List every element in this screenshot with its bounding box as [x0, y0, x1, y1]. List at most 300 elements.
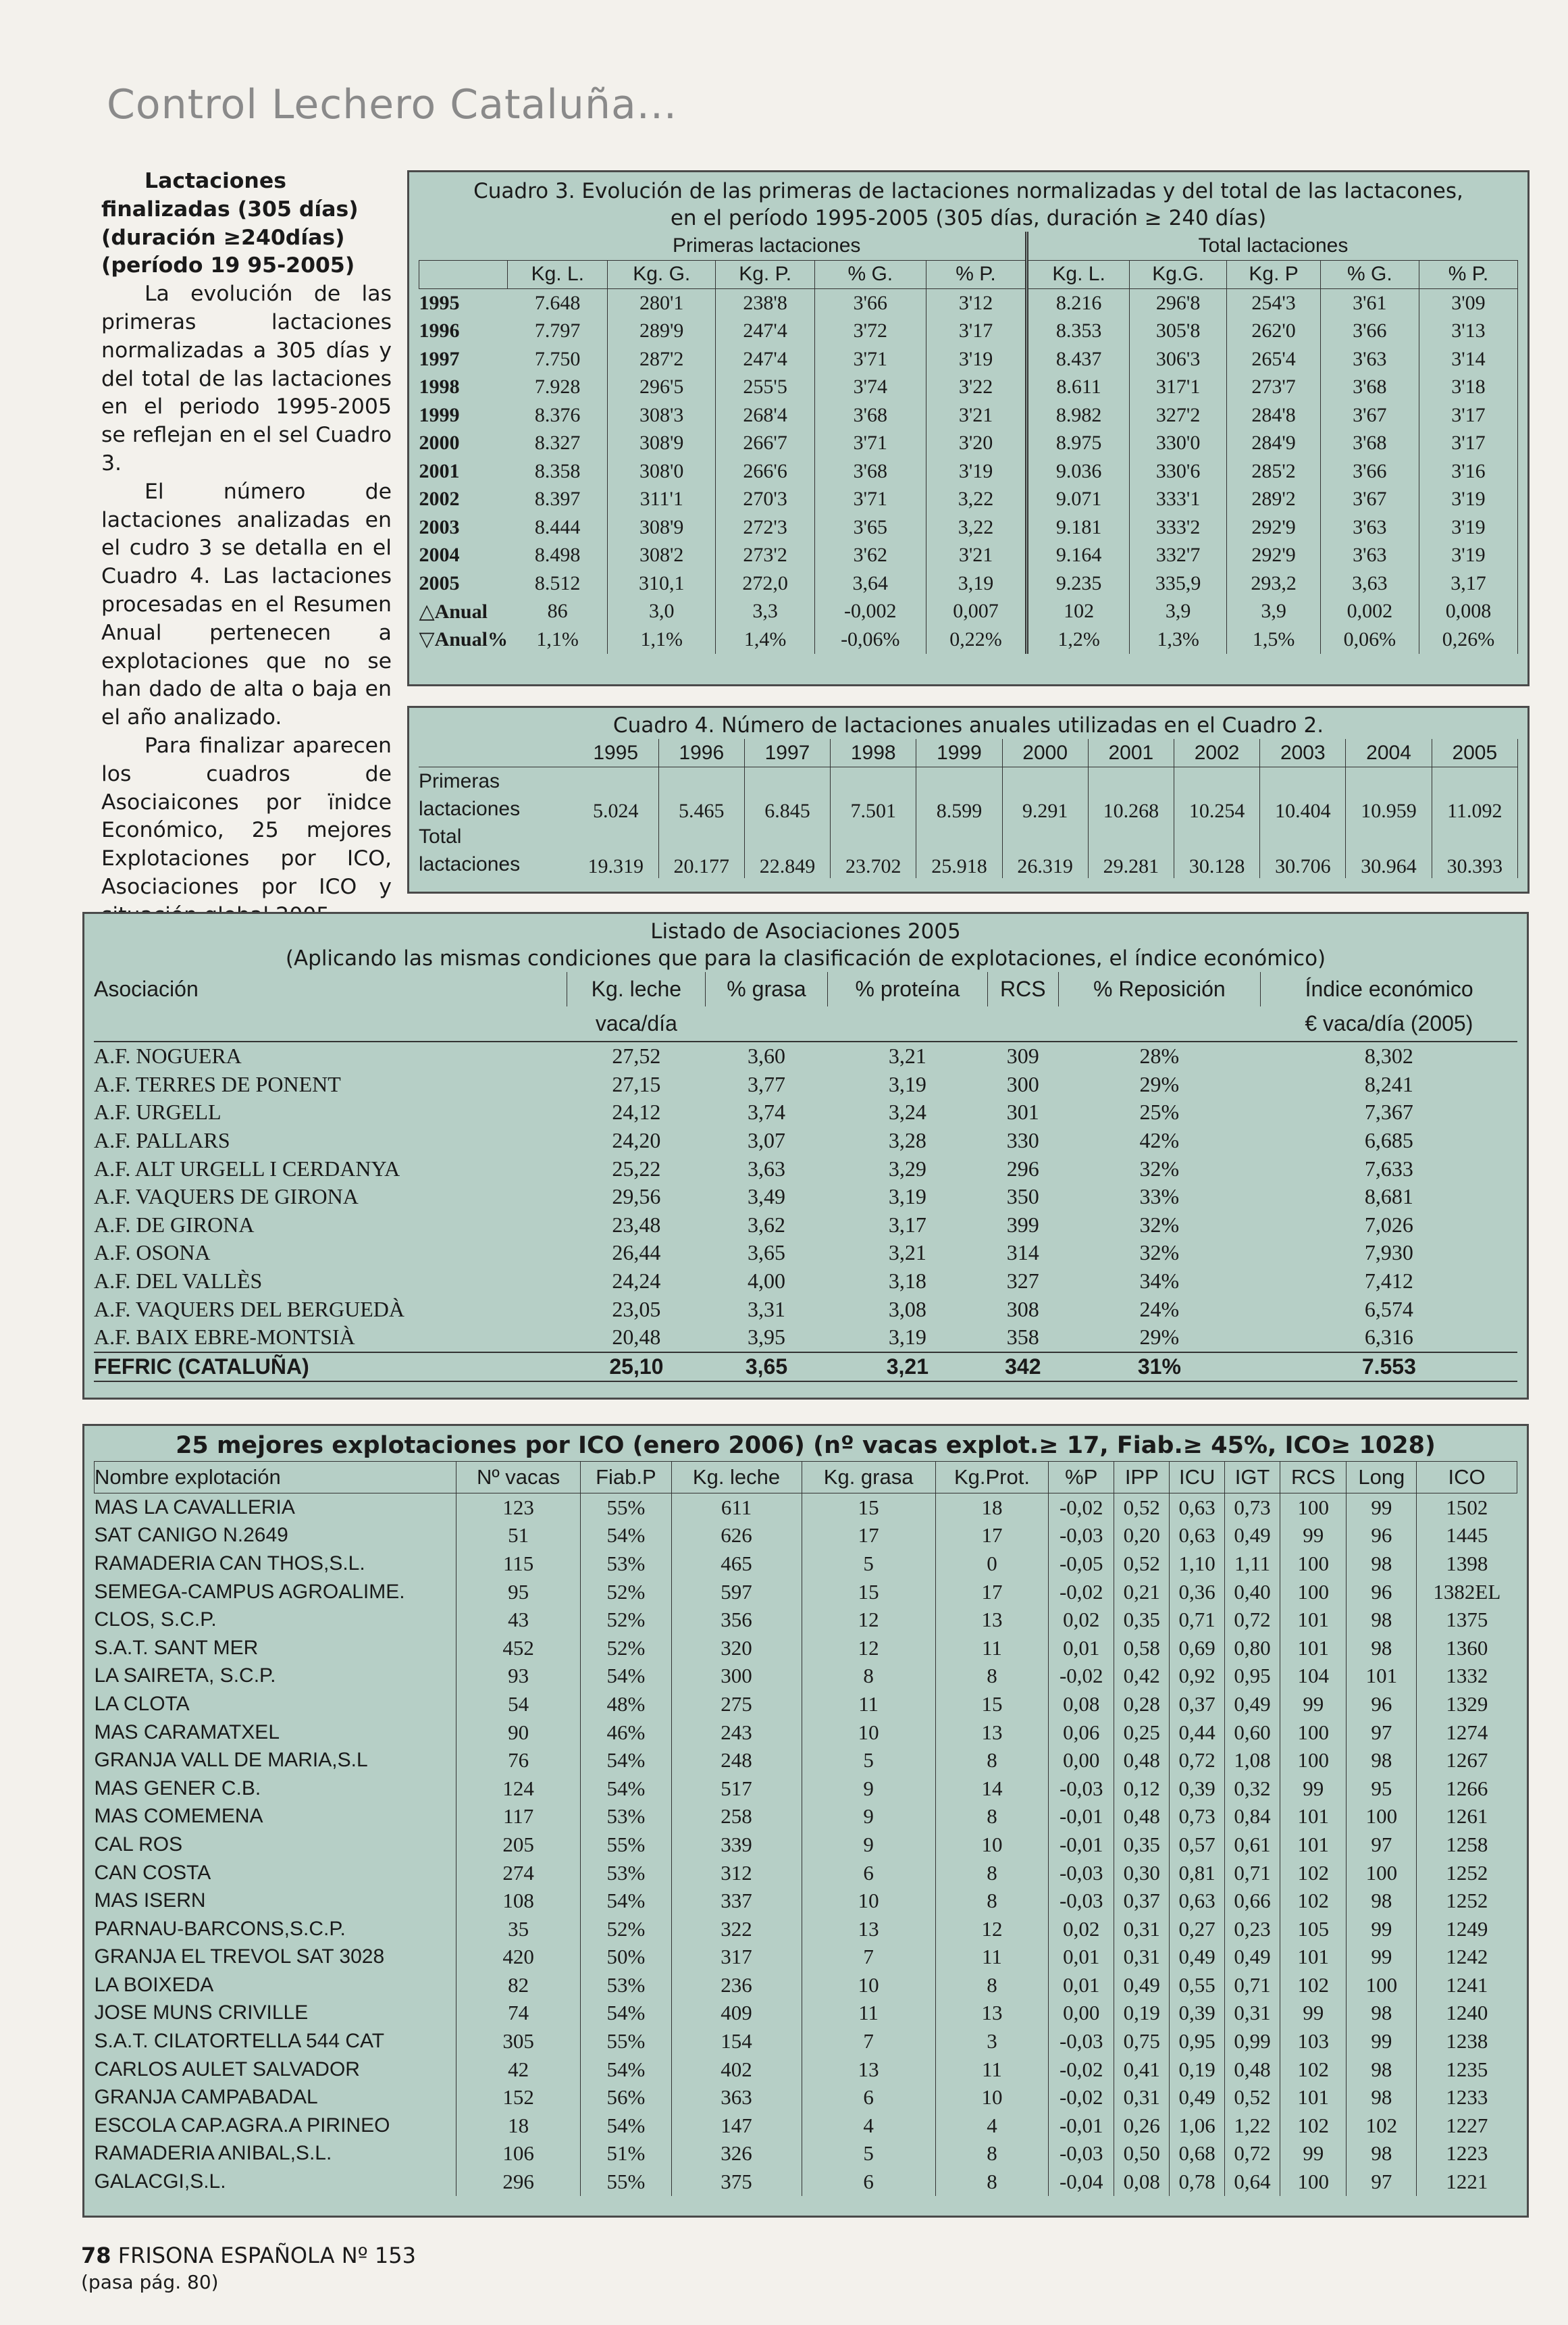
table-cell: 3,9 — [1227, 598, 1320, 626]
table-cell: 1258 — [1446, 1832, 1488, 1856]
table-cell: 3,63 — [1320, 569, 1419, 598]
row-label: MAS ISERN — [95, 1887, 456, 1915]
continue-note: (pasa pág. 80) — [81, 2271, 219, 2293]
table-cell: 0,35 — [1114, 1831, 1170, 1859]
row-label: A.F. VAQUERS DE GIRONA — [94, 1184, 359, 1209]
table-cell: 3,19 — [888, 1325, 926, 1350]
table-cell: 3,21 — [888, 1044, 926, 1069]
table-row — [95, 2083, 1517, 2112]
column-header: Kg. G. — [608, 260, 716, 289]
row-label: 1999 — [419, 403, 460, 426]
table-row — [95, 1774, 1517, 1803]
table-row — [95, 1746, 1517, 1774]
table-cell: 0,12 — [1114, 1774, 1170, 1803]
table-cell: 97 — [1347, 2168, 1417, 2196]
top25-title: 25 mejores explotaciones por ICO (enero 2006) (nº vacas explot.≥ 17, Fiab.≥ 45%, ICO≥ 1028) — [176, 1432, 1436, 1459]
table-cell: 0,55 — [1170, 1971, 1225, 1999]
table-cell: 0,08 — [1114, 2168, 1170, 2196]
table-cell: 103 — [1280, 2027, 1346, 2055]
column-header: 1997 — [744, 739, 830, 767]
table-cell: 6,574 — [1364, 1296, 1413, 1321]
table-cell: 7,026 — [1364, 1212, 1413, 1237]
table-cell: 26,44 — [612, 1240, 661, 1265]
table-cell: 3'14 — [1419, 345, 1517, 374]
column-header: 2001 — [1088, 739, 1174, 767]
table-cell: 98 — [1347, 1550, 1417, 1578]
table-cell: 255'5 — [716, 374, 815, 402]
table-cell: 11 — [935, 1943, 1048, 1972]
column-header: Índice económico — [1305, 977, 1473, 1001]
table-row — [95, 2112, 1517, 2140]
table-cell: 15 — [802, 1493, 935, 1522]
row-label: GRANJA VALL DE MARIA,S.L — [95, 1746, 456, 1774]
table-row — [419, 374, 1518, 402]
table-row — [94, 1154, 1517, 1183]
top25-table — [94, 1461, 1517, 2196]
table-row — [95, 2027, 1517, 2055]
table-row — [94, 1042, 1517, 1071]
table-cell: 43 — [456, 1606, 581, 1634]
table-cell: 23,48 — [612, 1212, 661, 1237]
table-cell: 3'19 — [926, 457, 1027, 486]
table-row — [95, 1718, 1517, 1747]
table-cell: 300 — [671, 1662, 802, 1691]
table-cell: 0,02 — [1049, 1606, 1114, 1634]
table-cell: 0,81 — [1170, 1859, 1225, 1887]
table-cell: 100 — [1347, 1859, 1417, 1887]
table-cell: 3,62 — [748, 1212, 785, 1237]
table-cell: 35 — [456, 1915, 581, 1943]
table-cell: 10 — [935, 2083, 1048, 2112]
table-cell: 6 — [802, 2083, 935, 2112]
table-row — [94, 1295, 1517, 1323]
table-cell: 54% — [581, 2112, 671, 2140]
table-cell: 8.444 — [508, 513, 608, 542]
table-cell: 12 — [935, 1915, 1048, 1943]
table-cell: 333'1 — [1129, 486, 1227, 514]
table-cell: 8.376 — [508, 401, 608, 430]
table-cell: 99 — [1280, 1522, 1346, 1550]
row-label: 1997 — [419, 347, 460, 370]
table-cell: 0,52 — [1114, 1493, 1170, 1522]
table-cell: 0,007 — [926, 598, 1027, 626]
column-header: Long — [1347, 1462, 1417, 1493]
table-cell: 25,22 — [612, 1156, 661, 1181]
table-cell: 29% — [1139, 1071, 1180, 1096]
row-label: A.F. OSONA — [94, 1240, 211, 1265]
table-cell: 6,316 — [1364, 1325, 1413, 1350]
table-cell: 0,26 — [1114, 2112, 1170, 2140]
table-cell: 7.648 — [508, 289, 608, 317]
table-cell: 3,63 — [748, 1156, 785, 1181]
cuadro4-table-box — [407, 706, 1530, 894]
table-cell: 8.975 — [1027, 430, 1129, 458]
column-header: % G. — [1320, 260, 1419, 289]
table-cell: 101 — [1280, 1943, 1346, 1972]
table-cell: 0,72 — [1225, 1606, 1280, 1634]
table-cell: 50% — [581, 1943, 671, 1972]
table-cell: 465 — [671, 1550, 802, 1578]
table-cell: 7.501 — [831, 767, 916, 823]
table-cell: 46% — [581, 1718, 671, 1747]
table-cell: 7.928 — [508, 374, 608, 402]
table-cell: 0,49 — [1170, 2083, 1225, 2112]
table-cell: 25.918 — [916, 823, 1002, 878]
table-cell: 0,71 — [1225, 1859, 1280, 1887]
table-cell: 51 — [456, 1522, 581, 1550]
column-header: %P — [1049, 1462, 1114, 1493]
row-label: JOSE MUNS CRIVILLE — [95, 1999, 456, 2028]
column-header: Kg. leche — [567, 972, 706, 1006]
table-cell: -0,02 — [1049, 1662, 1114, 1691]
table-cell: 274 — [456, 1859, 581, 1887]
table-cell: 0,48 — [1225, 2055, 1280, 2084]
table-cell: 308 — [1006, 1296, 1039, 1321]
row-label: S.A.T. SANT MER — [95, 1634, 456, 1662]
table-cell: 3'17 — [926, 317, 1027, 346]
table-cell: 3,22 — [926, 513, 1027, 542]
table-cell: 98 — [1347, 1746, 1417, 1774]
table-cell: 238'8 — [716, 289, 815, 317]
table-cell: 3'71 — [814, 486, 926, 514]
table-cell: 308'2 — [608, 542, 716, 570]
table-cell: 22.849 — [744, 823, 830, 878]
table-cell: -0,06% — [814, 625, 926, 654]
table-cell: 100 — [1280, 1718, 1346, 1747]
table-cell: 115 — [456, 1550, 581, 1578]
table-cell: 0,73 — [1225, 1493, 1280, 1522]
table-cell: 8.397 — [508, 486, 608, 514]
row-label: MAS CARAMATXEL — [95, 1718, 456, 1747]
table-cell: 3,74 — [748, 1100, 785, 1125]
row-label: 2003 — [419, 515, 460, 538]
page-footer — [81, 2243, 416, 2295]
table-row — [94, 1127, 1517, 1155]
table-cell: 308'0 — [608, 457, 716, 486]
table-cell: 11 — [935, 2055, 1048, 2084]
table-cell: 102 — [1347, 2112, 1417, 2140]
table-cell: 96 — [1347, 1522, 1417, 1550]
table-cell: 76 — [456, 1746, 581, 1774]
table-cell: 53% — [581, 1859, 671, 1887]
table-cell: 98 — [1347, 1634, 1417, 1662]
table-cell: 124 — [456, 1774, 581, 1803]
column-header-sub: € vaca/día (2005) — [1261, 1006, 1517, 1042]
table-row — [419, 542, 1518, 570]
table-cell: 314 — [1006, 1240, 1039, 1265]
column-header: Kg. P. — [716, 260, 815, 289]
table-row — [95, 1606, 1517, 1634]
table-cell: 53% — [581, 1550, 671, 1578]
table-cell: 32% — [1139, 1212, 1180, 1237]
table-cell: 54% — [581, 2055, 671, 2084]
table-cell: 317 — [671, 1943, 802, 1972]
table-cell: 1249 — [1446, 1916, 1488, 1941]
table-cell: 0,57 — [1170, 1831, 1225, 1859]
table-cell: 296'8 — [1129, 289, 1227, 317]
table-cell: 1,5% — [1227, 625, 1320, 654]
table-cell: 3'68 — [1320, 374, 1419, 402]
table-cell: 3'17 — [1419, 430, 1517, 458]
table-row — [95, 1493, 1517, 1522]
table-cell: 30.964 — [1346, 823, 1432, 878]
table-cell: 3'19 — [1419, 542, 1517, 570]
table-cell: 24,12 — [612, 1100, 661, 1125]
table-cell: 1221 — [1446, 2170, 1488, 2194]
table-cell: 1267 — [1446, 1748, 1488, 1772]
table-cell: 342 — [988, 1352, 1058, 1382]
table-cell: 10.404 — [1260, 767, 1346, 823]
table-cell: 10 — [802, 1887, 935, 1915]
column-header: Kg. P — [1227, 260, 1320, 289]
table-cell: 4 — [802, 2112, 935, 2140]
table-cell: -0,02 — [1049, 2083, 1114, 2112]
table-cell: 1332 — [1446, 1664, 1488, 1688]
table-cell: 296'5 — [608, 374, 716, 402]
table-cell: 0,75 — [1114, 2027, 1170, 2055]
table-cell: 13 — [935, 1999, 1048, 2028]
table-cell: 32% — [1139, 1240, 1180, 1265]
table-cell: 3,18 — [888, 1269, 926, 1294]
table-cell: 18 — [935, 1493, 1048, 1522]
column-header: % P. — [926, 260, 1027, 289]
table-cell: 243 — [671, 1718, 802, 1747]
column-header: 1999 — [916, 739, 1002, 767]
table-cell: 11 — [802, 1690, 935, 1718]
table-cell: 18 — [456, 2112, 581, 2140]
table-cell: 3'18 — [1419, 374, 1517, 402]
table-cell: 305 — [456, 2027, 581, 2055]
table-cell: 27,15 — [612, 1071, 661, 1096]
table-cell: 93 — [456, 1662, 581, 1691]
table-cell: 102 — [1280, 1859, 1346, 1887]
table-cell: 13 — [935, 1606, 1048, 1634]
table-cell: 52% — [581, 1606, 671, 1634]
table-cell: 322 — [671, 1915, 802, 1943]
column-header: 2002 — [1174, 739, 1259, 767]
column-header: Asociación — [94, 972, 567, 1006]
row-label: A.F. BAIX EBRE-MONTSIÀ — [94, 1325, 355, 1350]
table-cell: 24,24 — [612, 1269, 661, 1294]
table-row — [95, 1690, 1517, 1718]
table-cell: 363 — [671, 2083, 802, 2112]
table-cell: 7,412 — [1364, 1269, 1413, 1294]
table-cell: 29,56 — [612, 1184, 661, 1209]
table-row — [94, 1239, 1517, 1267]
table-cell: 54% — [581, 1887, 671, 1915]
column-header: Fiab.P — [581, 1462, 671, 1493]
table-cell: 0,68 — [1170, 2140, 1225, 2168]
table-cell: 0,22% — [926, 625, 1027, 654]
table-cell: 54% — [581, 1999, 671, 2028]
table-cell: 312 — [671, 1859, 802, 1887]
table-cell: 320 — [671, 1634, 802, 1662]
table-cell: 100 — [1280, 1578, 1346, 1606]
table-cell: 275 — [671, 1690, 802, 1718]
table-row — [419, 345, 1518, 374]
table-cell: 308'3 — [608, 401, 716, 430]
table-cell: 0,002 — [1320, 598, 1419, 626]
table-cell: 98 — [1347, 2140, 1417, 2168]
table-cell: 1,11 — [1225, 1550, 1280, 1578]
column-header: Nombre explotación — [95, 1462, 456, 1493]
table-cell: 6.845 — [744, 767, 830, 823]
table-cell: 1242 — [1446, 1945, 1488, 1969]
table-cell: 52% — [581, 1634, 671, 1662]
column-header: 2000 — [1002, 739, 1088, 767]
table-cell: 3'61 — [1320, 289, 1419, 317]
table-cell: 1274 — [1446, 1720, 1488, 1744]
table-cell: 3'19 — [1419, 513, 1517, 542]
table-row — [95, 1859, 1517, 1887]
table-cell: 3,3 — [716, 598, 815, 626]
table-cell: 14 — [935, 1774, 1048, 1803]
table-cell: -0,04 — [1049, 2168, 1114, 2196]
table-cell: 102 — [1280, 1971, 1346, 1999]
table-row — [95, 1634, 1517, 1662]
table-cell: 3'71 — [814, 430, 926, 458]
column-header: % grasa — [706, 972, 827, 1006]
intro-text — [101, 168, 392, 930]
table-cell: -0,03 — [1049, 1859, 1114, 1887]
table-cell: 3'19 — [1419, 486, 1517, 514]
row-label: A.F. VAQUERS DEL BERGUEDÀ — [94, 1296, 404, 1321]
table-cell: 8 — [935, 2168, 1048, 2196]
table-cell: 98 — [1347, 1606, 1417, 1634]
table-cell: 1241 — [1446, 1972, 1488, 1997]
column-header: Kg.G. — [1129, 260, 1227, 289]
table-cell: 287'2 — [608, 345, 716, 374]
table-cell: 399 — [1006, 1212, 1039, 1237]
table-cell: 3,49 — [748, 1184, 785, 1209]
table-cell: 3'68 — [814, 457, 926, 486]
table-cell: 51% — [581, 2140, 671, 2168]
column-header: 2005 — [1432, 739, 1517, 767]
table-cell: 332'7 — [1129, 542, 1227, 570]
table-cell: 8 — [935, 1971, 1048, 1999]
table-cell: 55% — [581, 2027, 671, 2055]
table-cell: 8.358 — [508, 457, 608, 486]
table-cell: 19.319 — [573, 823, 658, 878]
table-cell: 25% — [1139, 1100, 1180, 1125]
table-cell: 0,40 — [1225, 1578, 1280, 1606]
table-cell: 335,9 — [1129, 569, 1227, 598]
table-cell: 1227 — [1446, 2113, 1488, 2137]
column-header: % Reposición — [1058, 972, 1261, 1006]
table-cell: 6 — [802, 2168, 935, 2196]
table-cell: 333'2 — [1129, 513, 1227, 542]
table-cell: 375 — [671, 2168, 802, 2196]
row-label: Total — [419, 825, 462, 848]
table-cell: 0,01 — [1049, 1943, 1114, 1972]
table-cell: 0,31 — [1114, 1943, 1170, 1972]
table-row — [419, 289, 1518, 317]
table-cell: 11 — [935, 1634, 1048, 1662]
table-cell: 99 — [1280, 2140, 1346, 2168]
table-cell: 3'12 — [926, 289, 1027, 317]
table-cell: 266'7 — [716, 430, 815, 458]
asociaciones-caption-sub: (Aplicando las mismas condiciones que para la clasificación de explotaciones, el índice económico) — [285, 946, 1326, 971]
table-cell: 3'63 — [1320, 345, 1419, 374]
table-row — [94, 1323, 1517, 1352]
table-cell: 3'66 — [1320, 457, 1419, 486]
column-header: RCS — [1280, 1462, 1346, 1493]
table-cell: 99 — [1280, 1690, 1346, 1718]
table-cell: 3,21 — [827, 1352, 987, 1382]
table-cell: 326 — [671, 2140, 802, 2168]
table-cell: 8,241 — [1364, 1071, 1413, 1096]
table-cell: 309 — [1006, 1044, 1039, 1069]
table-cell: 48% — [581, 1690, 671, 1718]
table-row — [419, 569, 1518, 598]
table-cell: 102 — [1280, 2112, 1346, 2140]
cuadro3-table — [419, 232, 1518, 654]
table-cell: 96 — [1347, 1578, 1417, 1606]
table-cell: 3'63 — [1320, 542, 1419, 570]
table-cell: 99 — [1347, 1493, 1417, 1522]
table-cell: 262'0 — [1227, 317, 1320, 346]
table-cell: 8 — [802, 1662, 935, 1691]
table-cell: 31% — [1058, 1352, 1261, 1382]
table-cell: 0,50 — [1114, 2140, 1170, 2168]
table-cell: 3,17 — [888, 1212, 926, 1237]
table-cell: 54% — [581, 1522, 671, 1550]
row-label: A.F. PALLARS — [94, 1128, 230, 1153]
table-cell: -0,02 — [1049, 1493, 1114, 1522]
column-header: Kg. leche — [671, 1462, 802, 1493]
table-cell: 0,19 — [1114, 1999, 1170, 2028]
column-header: % G. — [814, 260, 926, 289]
table-cell: 3'22 — [926, 374, 1027, 402]
table-cell: 3,95 — [748, 1325, 785, 1350]
table-cell: 1266 — [1446, 1776, 1488, 1800]
table-cell: 337 — [671, 1887, 802, 1915]
table-cell: 292'9 — [1227, 542, 1320, 570]
table-cell: 3'66 — [1320, 317, 1419, 346]
table-cell: 0,61 — [1225, 1831, 1280, 1859]
table-cell: -0,03 — [1049, 1887, 1114, 1915]
table-cell: 0,52 — [1114, 1550, 1170, 1578]
table-cell: 7.553 — [1261, 1352, 1517, 1382]
table-cell: 0,69 — [1170, 1634, 1225, 1662]
table-cell: 95 — [1347, 1774, 1417, 1803]
table-cell: 270'3 — [716, 486, 815, 514]
column-header-sub: vaca/día — [567, 1006, 706, 1042]
table-cell: 296 — [1006, 1156, 1039, 1181]
table-cell: 358 — [1006, 1325, 1039, 1350]
table-cell: 9.036 — [1027, 457, 1129, 486]
row-label: CAL ROS — [95, 1831, 456, 1859]
table-cell: 1,06 — [1170, 2112, 1225, 2140]
table-cell: 100 — [1280, 2168, 1346, 2196]
table-cell: 330'6 — [1129, 457, 1227, 486]
table-cell: 52% — [581, 1578, 671, 1606]
table-cell: 3,19 — [926, 569, 1027, 598]
table-cell: 97 — [1347, 1831, 1417, 1859]
table-cell: 102 — [1280, 2055, 1346, 2084]
table-cell: 0,37 — [1114, 1887, 1170, 1915]
table-row — [95, 2168, 1517, 2196]
page-number: 78 — [81, 2243, 111, 2268]
table-cell: 306'3 — [1129, 345, 1227, 374]
table-cell: 8 — [935, 1746, 1048, 1774]
table-cell: 5.465 — [658, 767, 744, 823]
table-cell: 3,29 — [888, 1156, 926, 1181]
table-cell: 10 — [802, 1718, 935, 1747]
row-label: S.A.T. CILATORTELLA 544 CAT — [95, 2027, 456, 2055]
table-cell: 3,64 — [814, 569, 926, 598]
table-cell: 13 — [802, 2055, 935, 2084]
